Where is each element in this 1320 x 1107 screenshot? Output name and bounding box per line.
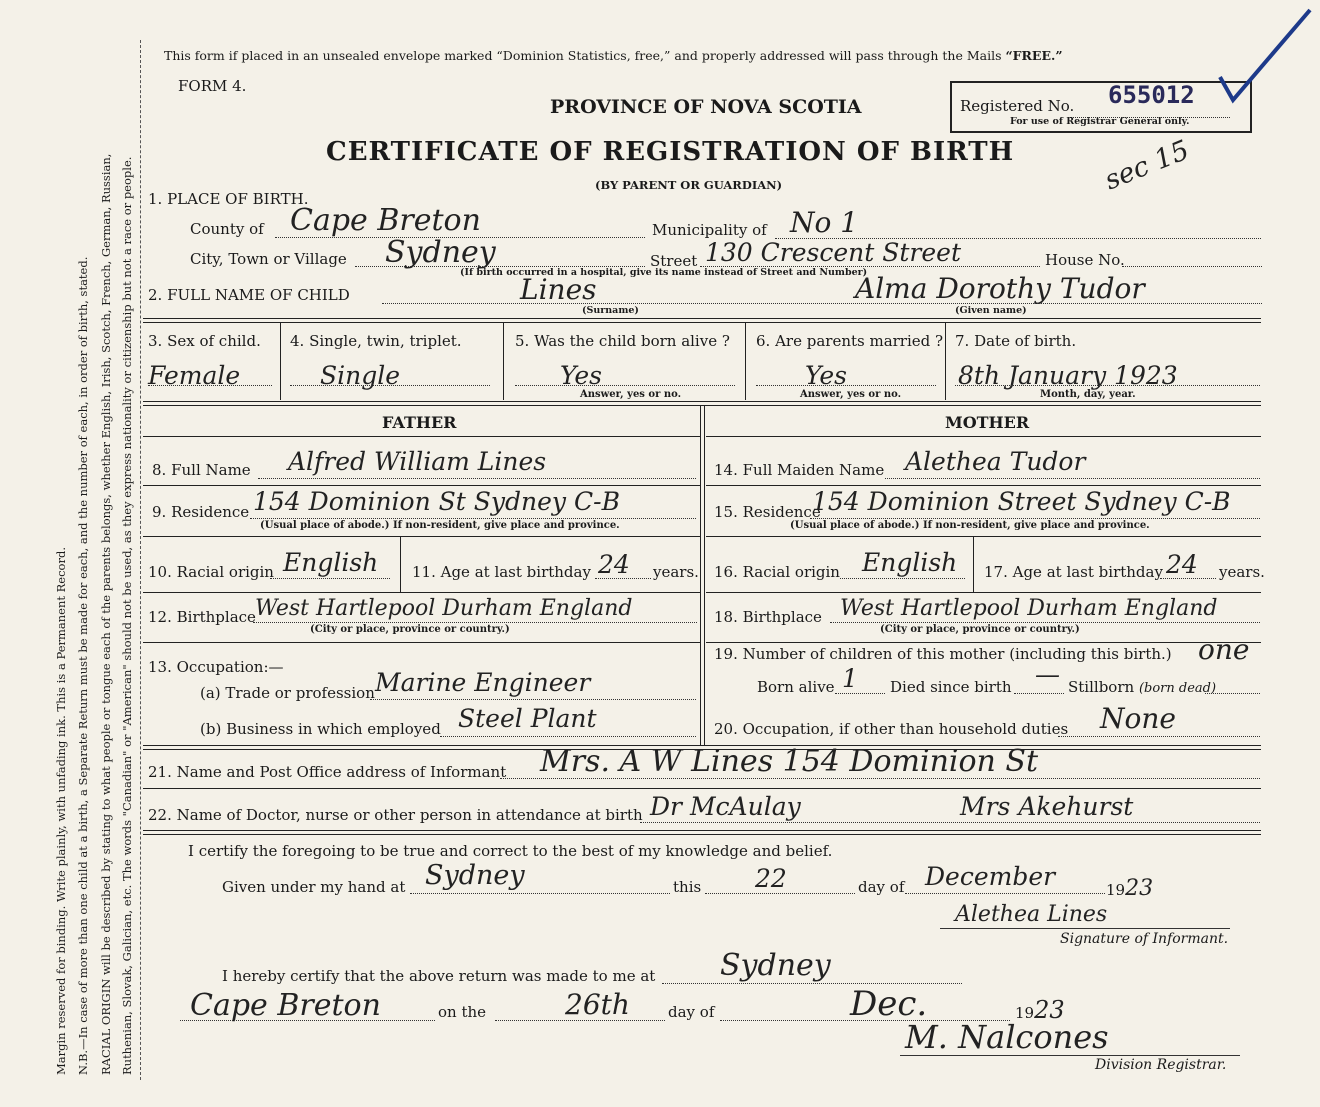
father-row-sep-2: [143, 536, 700, 537]
certify-statement: I certify the foregoing to be true and correct to the best of my knowledge and belief.: [188, 842, 833, 860]
sex-label: 3. Sex of child.: [148, 332, 261, 350]
born-alive-count-value: 1: [842, 664, 858, 693]
form-number: FORM 4.: [178, 77, 247, 95]
father-name-value: Alfred William Lines: [288, 447, 547, 476]
died-since-birth-label: Died since birth: [890, 678, 1012, 696]
mother-name-label: 14. Full Maiden Name: [714, 461, 885, 479]
mother-residence-label: 15. Residence: [714, 503, 821, 521]
date-of-birth-line: [955, 385, 1260, 386]
given-place-line: [410, 893, 670, 894]
single-twin-label: 4. Single, twin, triplet.: [290, 332, 462, 350]
mother-residence-line: [810, 518, 1260, 519]
doctor-value: Dr McAulay: [650, 792, 801, 821]
date-of-birth-label: 7. Date of birth.: [955, 332, 1077, 350]
certificate-title: CERTIFICATE OF REGISTRATION OF BIRTH: [326, 137, 1015, 167]
mother-age-line: [1160, 578, 1216, 579]
house-number-line: [1122, 266, 1262, 267]
registrar-month-value: Dec.: [850, 984, 928, 1024]
mail-notice-free: “FREE.”: [1005, 48, 1063, 63]
mother-row-sep-1: [706, 485, 1261, 486]
father-name-label: 8. Full Name: [152, 461, 251, 479]
row-3-7-top-border: [143, 318, 1261, 323]
father-mother-divider: [700, 406, 705, 746]
margin-note-racial-origin-1: RACIAL ORIGIN will be described by stating to what people or tongue each of the parents belongs, whether English, Irish, Scotch, French, German, Russian,: [99, 153, 113, 1075]
father-birthplace-value: West Hartlepool Durham England: [255, 596, 633, 621]
died-since-birth-line: [1014, 693, 1064, 694]
father-racial-age-divider: [400, 537, 401, 592]
father-heading: FATHER: [382, 413, 457, 432]
registrar-year-value: 23: [1034, 996, 1065, 1024]
informant-label: 21. Name and Post Office address of Informant: [148, 763, 507, 781]
checkmark-icon: [1215, 5, 1315, 105]
mother-abode-note: (Usual place of abode.) If non-resident, give place and province.: [790, 520, 1150, 531]
county-value: Cape Breton: [290, 203, 481, 238]
hospital-note: (If birth occurred in a hospital, give its name instead of Street and Number): [460, 267, 868, 278]
father-birthplace-line: [253, 622, 697, 623]
father-residence-label: 9. Residence: [152, 503, 250, 521]
stillborn-label-text: Stillborn: [1068, 678, 1135, 696]
father-row-sep-0: [143, 436, 700, 437]
parents-married-value: Yes: [805, 361, 847, 390]
parents-married-label: 6. Are parents married ?: [756, 332, 944, 350]
mother-children-label: 19. Number of children of this mother (including this birth.): [714, 645, 1172, 663]
child-name-label: 2. FULL NAME OF CHILD: [148, 286, 350, 304]
mother-row-sep-2: [706, 536, 1261, 537]
municipality-label: Municipality of: [652, 221, 767, 239]
informant-signature: Alethea Lines: [955, 902, 1108, 927]
section-annotation: sec 15: [1100, 134, 1194, 197]
father-residence-value: 154 Dominion St Sydney C-B: [253, 487, 620, 516]
given-place-value: Sydney: [425, 860, 525, 891]
margin-note-racial-origin-2: Ruthenian, Slovak, Galician, etc. The words "Canadian" or "American" should not be used, as they express nationality or citizenship but not a race or people.: [120, 156, 134, 1075]
registrar-day-line: [495, 1020, 665, 1021]
born-alive-value: Yes: [560, 361, 602, 390]
registrar-signature-label: Division Registrar.: [1095, 1057, 1227, 1073]
father-business-value: Steel Plant: [458, 704, 597, 733]
father-years-label: years.: [653, 563, 699, 581]
registrar-county-value: Cape Breton: [190, 988, 381, 1023]
margin-note-binding: Margin reserved for binding. Write plainly, with unfading ink. This is a Permanent Record.: [54, 547, 68, 1075]
city-label: City, Town or Village: [190, 250, 347, 268]
given-day-line: [705, 893, 855, 894]
informant-value: Mrs. A W Lines 154 Dominion St: [540, 744, 1039, 779]
registrar-signature: M. Nalcones: [905, 1018, 1109, 1056]
divider-6-7: [945, 322, 946, 400]
father-trade-value: Marine Engineer: [375, 668, 591, 697]
mother-birthplace-label: 18. Birthplace: [714, 608, 822, 626]
place-of-birth-label: 1. PLACE OF BIRTH.: [148, 190, 309, 208]
registrar-signature-line: [900, 1055, 1240, 1056]
given-year-prefix: 19: [1106, 881, 1126, 899]
stillborn-label: [1068, 678, 1216, 696]
registrar-note: For use of Registrar General only.: [1010, 116, 1190, 127]
street-label: Street: [650, 252, 698, 270]
single-twin-value: Single: [320, 361, 401, 390]
mother-racial-label: 16. Racial origin: [714, 563, 840, 581]
father-residence-line: [250, 518, 696, 519]
mother-birthplace-line: [830, 622, 1260, 623]
mother-racial-age-divider: [973, 537, 974, 592]
given-under-hand-label: Given under my hand at: [222, 878, 406, 896]
father-racial-label: 10. Racial origin: [148, 563, 274, 581]
city-value: Sydney: [385, 235, 496, 270]
father-business-line: [440, 736, 696, 737]
mother-name-line: [885, 478, 1260, 479]
mother-age-label: 17. Age at last birthday: [984, 563, 1163, 581]
father-row-sep-3: [143, 592, 700, 593]
father-business-label: (b) Business in which employed: [200, 720, 441, 738]
mother-row-sep-0: [706, 436, 1261, 437]
municipality-value: No 1: [790, 206, 859, 239]
doctor-line: [640, 822, 1260, 823]
mother-birthplace-value: West Hartlepool Durham England: [840, 596, 1218, 621]
house-number-label: House No.: [1045, 251, 1125, 269]
registrar-year-prefix: 19: [1015, 1004, 1035, 1022]
margin-note-multiple-births: N.B.—In case of more than one child at a birth, a Separate Return must be made for each, and the number of each, in order of birth, stated.: [76, 256, 90, 1075]
father-name-line: [258, 478, 696, 479]
mother-years-label: years.: [1219, 563, 1265, 581]
divider-3-4: [280, 322, 281, 400]
mother-name-value: Alethea Tudor: [905, 447, 1086, 476]
binding-margin-line: [140, 40, 141, 1080]
county-label: County of: [190, 220, 264, 238]
father-age-line: [595, 578, 651, 579]
surname-note: (Surname): [582, 305, 639, 316]
mother-heading: MOTHER: [945, 413, 1030, 432]
born-alive-line: [515, 385, 735, 386]
divider-5-6: [745, 322, 746, 400]
child-given-name-value: Alma Dorothy Tudor: [855, 272, 1145, 305]
given-month-line: [905, 893, 1105, 894]
registrar-statement: I hereby certify that the above return was made to me at: [222, 967, 656, 985]
mother-city-note: (City or place, province or country.): [880, 624, 1080, 635]
registrar-dayof-label: day of: [668, 1003, 715, 1021]
mail-notice: [164, 48, 1063, 63]
given-day-value: 22: [755, 864, 787, 893]
date-of-birth-value: 8th January 1923: [958, 361, 1178, 390]
mother-children-value: one: [1198, 633, 1250, 666]
child-name-line: [382, 303, 1262, 304]
stillborn-note: (born dead): [1138, 681, 1217, 696]
father-birthplace-label: 12. Birthplace: [148, 608, 256, 626]
mother-residence-value: 154 Dominion Street Sydney C-B: [812, 487, 1231, 516]
date-of-birth-note: Month, day, year.: [1040, 389, 1136, 400]
registered-number-value: 655012: [1108, 81, 1195, 109]
given-this-label: this: [673, 878, 702, 896]
registrar-on-label: on the: [438, 1003, 487, 1021]
mother-row-sep-4: [706, 642, 1261, 643]
given-year-value: 23: [1125, 876, 1154, 901]
mother-age-value: 24: [1166, 550, 1198, 579]
stillborn-line: [1205, 693, 1260, 694]
mother-occupation-label: 20. Occupation, if other than household duties: [714, 720, 1069, 738]
mother-row-sep-3: [706, 592, 1261, 593]
registrar-day-value: 26th: [565, 988, 630, 1021]
father-row-sep-4: [143, 642, 700, 643]
single-twin-line: [290, 385, 490, 386]
father-age-value: 24: [598, 550, 630, 579]
father-abode-note: (Usual place of abode.) If non-resident, give place and province.: [260, 520, 620, 531]
registrar-county-line: [180, 1020, 435, 1021]
province-heading: PROVINCE OF NOVA SCOTIA: [550, 96, 862, 118]
given-year: [1106, 876, 1153, 901]
doctor-label: 22. Name of Doctor, nurse or other person in attendance at birth: [148, 806, 643, 824]
divider-4-5: [503, 322, 504, 400]
registered-number-box: [950, 81, 1252, 133]
mother-occupation-value: None: [1100, 702, 1176, 735]
doctor-bottom-border: [143, 830, 1261, 835]
registrar-place-value: Sydney: [720, 948, 831, 983]
born-alive-count-label: Born alive: [757, 678, 835, 696]
father-occupation-label: 13. Occupation:—: [148, 658, 284, 676]
doctor-value-2: Mrs Akehurst: [960, 792, 1134, 821]
parents-married-note: Answer, yes or no.: [800, 389, 902, 400]
given-dayof-label: day of: [858, 878, 905, 896]
informant-signature-line: [940, 928, 1230, 929]
father-racial-value: English: [283, 548, 379, 577]
father-row-sep-1: [143, 485, 700, 486]
street-value: 130 Crescent Street: [705, 238, 962, 267]
mother-racial-line: [840, 578, 965, 579]
sex-value: Female: [148, 361, 241, 390]
informant-signature-label: Signature of Informant.: [1060, 931, 1229, 947]
given-name-note: (Given name): [955, 305, 1027, 316]
parents-married-line: [756, 385, 936, 386]
born-alive-note: Answer, yes or no.: [580, 389, 682, 400]
informant-line: [500, 778, 1260, 779]
mail-notice-text: This form if placed in an unsealed envelope marked “Dominion Statistics, free,” and properly addressed will pass through the Mails: [164, 48, 1002, 63]
born-alive-count-line: [835, 693, 885, 694]
father-trade-line: [370, 699, 696, 700]
sex-line: [148, 385, 272, 386]
father-age-label: 11. Age at last birthday: [412, 563, 591, 581]
child-surname-value: Lines: [520, 273, 597, 306]
mother-racial-value: English: [862, 548, 958, 577]
mother-occupation-line: [1058, 736, 1260, 737]
father-racial-line: [270, 578, 390, 579]
doctor-top-border: [143, 788, 1261, 789]
died-since-birth-value: —: [1035, 660, 1060, 689]
registered-number-label: Registered No.: [960, 97, 1075, 115]
born-alive-label: 5. Was the child born alive ?: [515, 332, 730, 350]
given-month-value: December: [925, 862, 1056, 891]
father-city-note: (City or place, province or country.): [310, 624, 510, 635]
father-trade-label: (a) Trade or profession: [200, 684, 375, 702]
certificate-subtitle: (BY PARENT OR GUARDIAN): [595, 178, 783, 192]
